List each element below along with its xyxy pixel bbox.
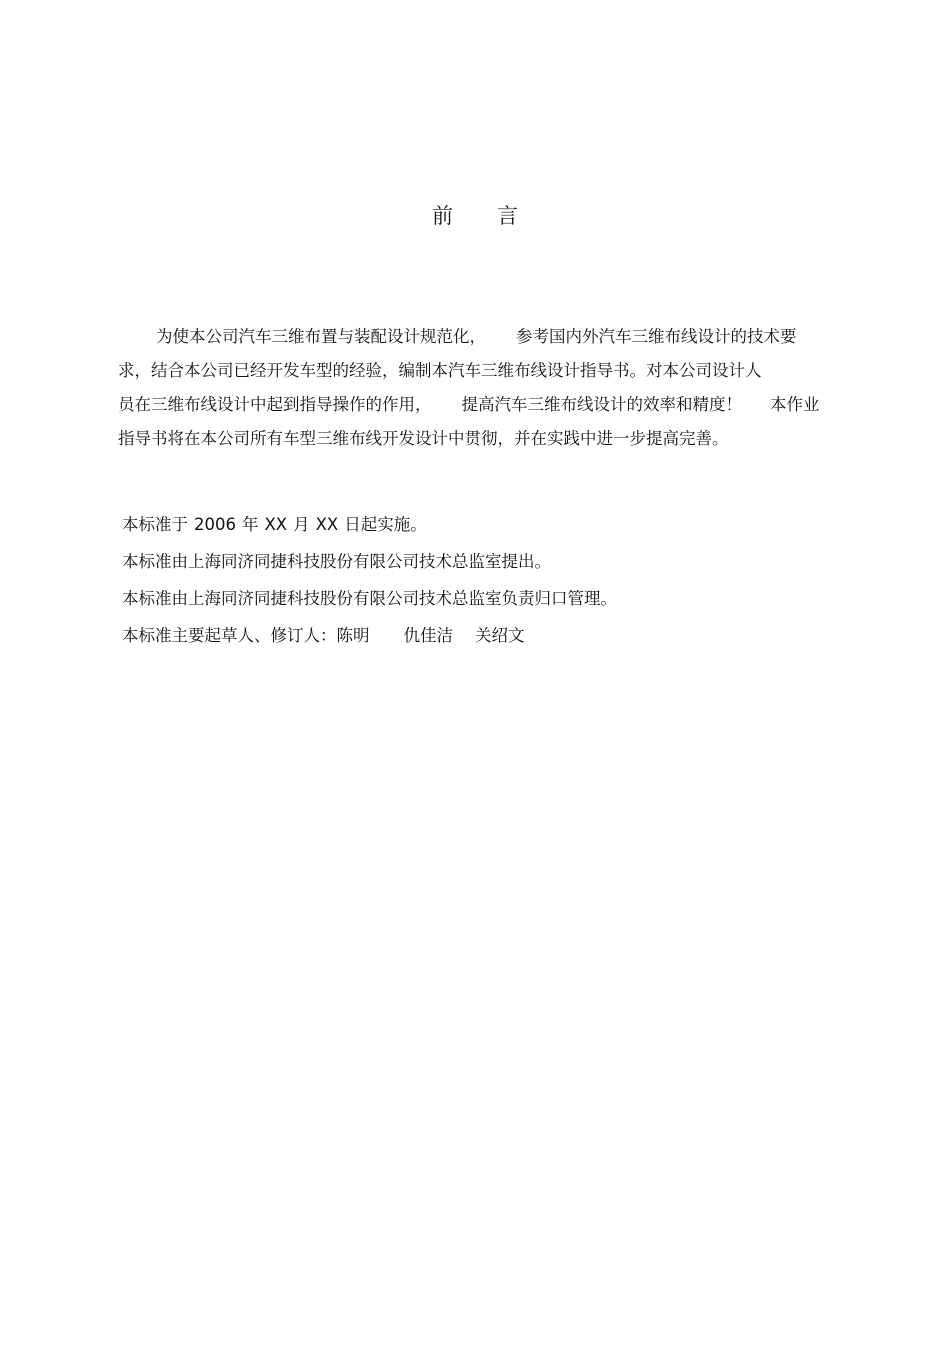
page-title [0, 200, 950, 230]
standard-notes [122, 506, 617, 654]
preface-line-1 [118, 320, 863, 354]
preface-text: 指导书将在本公司所有车型三维布线开发设计中贯彻，并在实践中进一步提高完善。 [118, 429, 729, 448]
preface-paragraph [118, 320, 863, 456]
preface-text: 本作业 [770, 395, 820, 414]
drafters-note: 本标准主要起草人、修订人：陈明 仇佳洁 关绍文 [122, 626, 525, 645]
preface-text: 求，结合本公司已经开发车型的经验，编制本汽车三维布线设计指导书。对本公司设计人 [118, 361, 762, 380]
impl-year: 2006 [194, 515, 236, 534]
preface-line-3 [118, 388, 863, 422]
implementation-date-note: 本标准于 2006 年 XX 月 XX 日起实施。 [122, 515, 427, 534]
managed-by-note: 本标准由上海同济同捷科技股份有限公司技术总监室负责归口管理。 [122, 589, 617, 608]
impl-month: XX [264, 515, 288, 534]
preface-line-4 [118, 422, 863, 456]
title-char-1: 前 [432, 204, 453, 228]
proposed-by-note: 本标准由上海同济同捷科技股份有限公司技术总监室提出。 [122, 552, 551, 571]
preface-text: 提高汽车三维布线设计的效率和精度！ [461, 395, 742, 414]
preface-line-2 [118, 354, 863, 388]
preface-text: 为使本公司汽车三维布置与装配设计规范化， [156, 327, 486, 346]
drafter-name: 仇佳洁 [403, 626, 453, 645]
preface-text: 员在三维布线设计中起到指导操作的作用， [118, 395, 432, 414]
drafter-name: 关绍文 [475, 626, 525, 645]
preface-text: 参考国内外汽车三维布线设计的技术要 [516, 327, 797, 346]
impl-day: XX [315, 515, 339, 534]
title-char-2: 言 [497, 204, 518, 228]
drafter-name: 陈明 [336, 626, 370, 645]
